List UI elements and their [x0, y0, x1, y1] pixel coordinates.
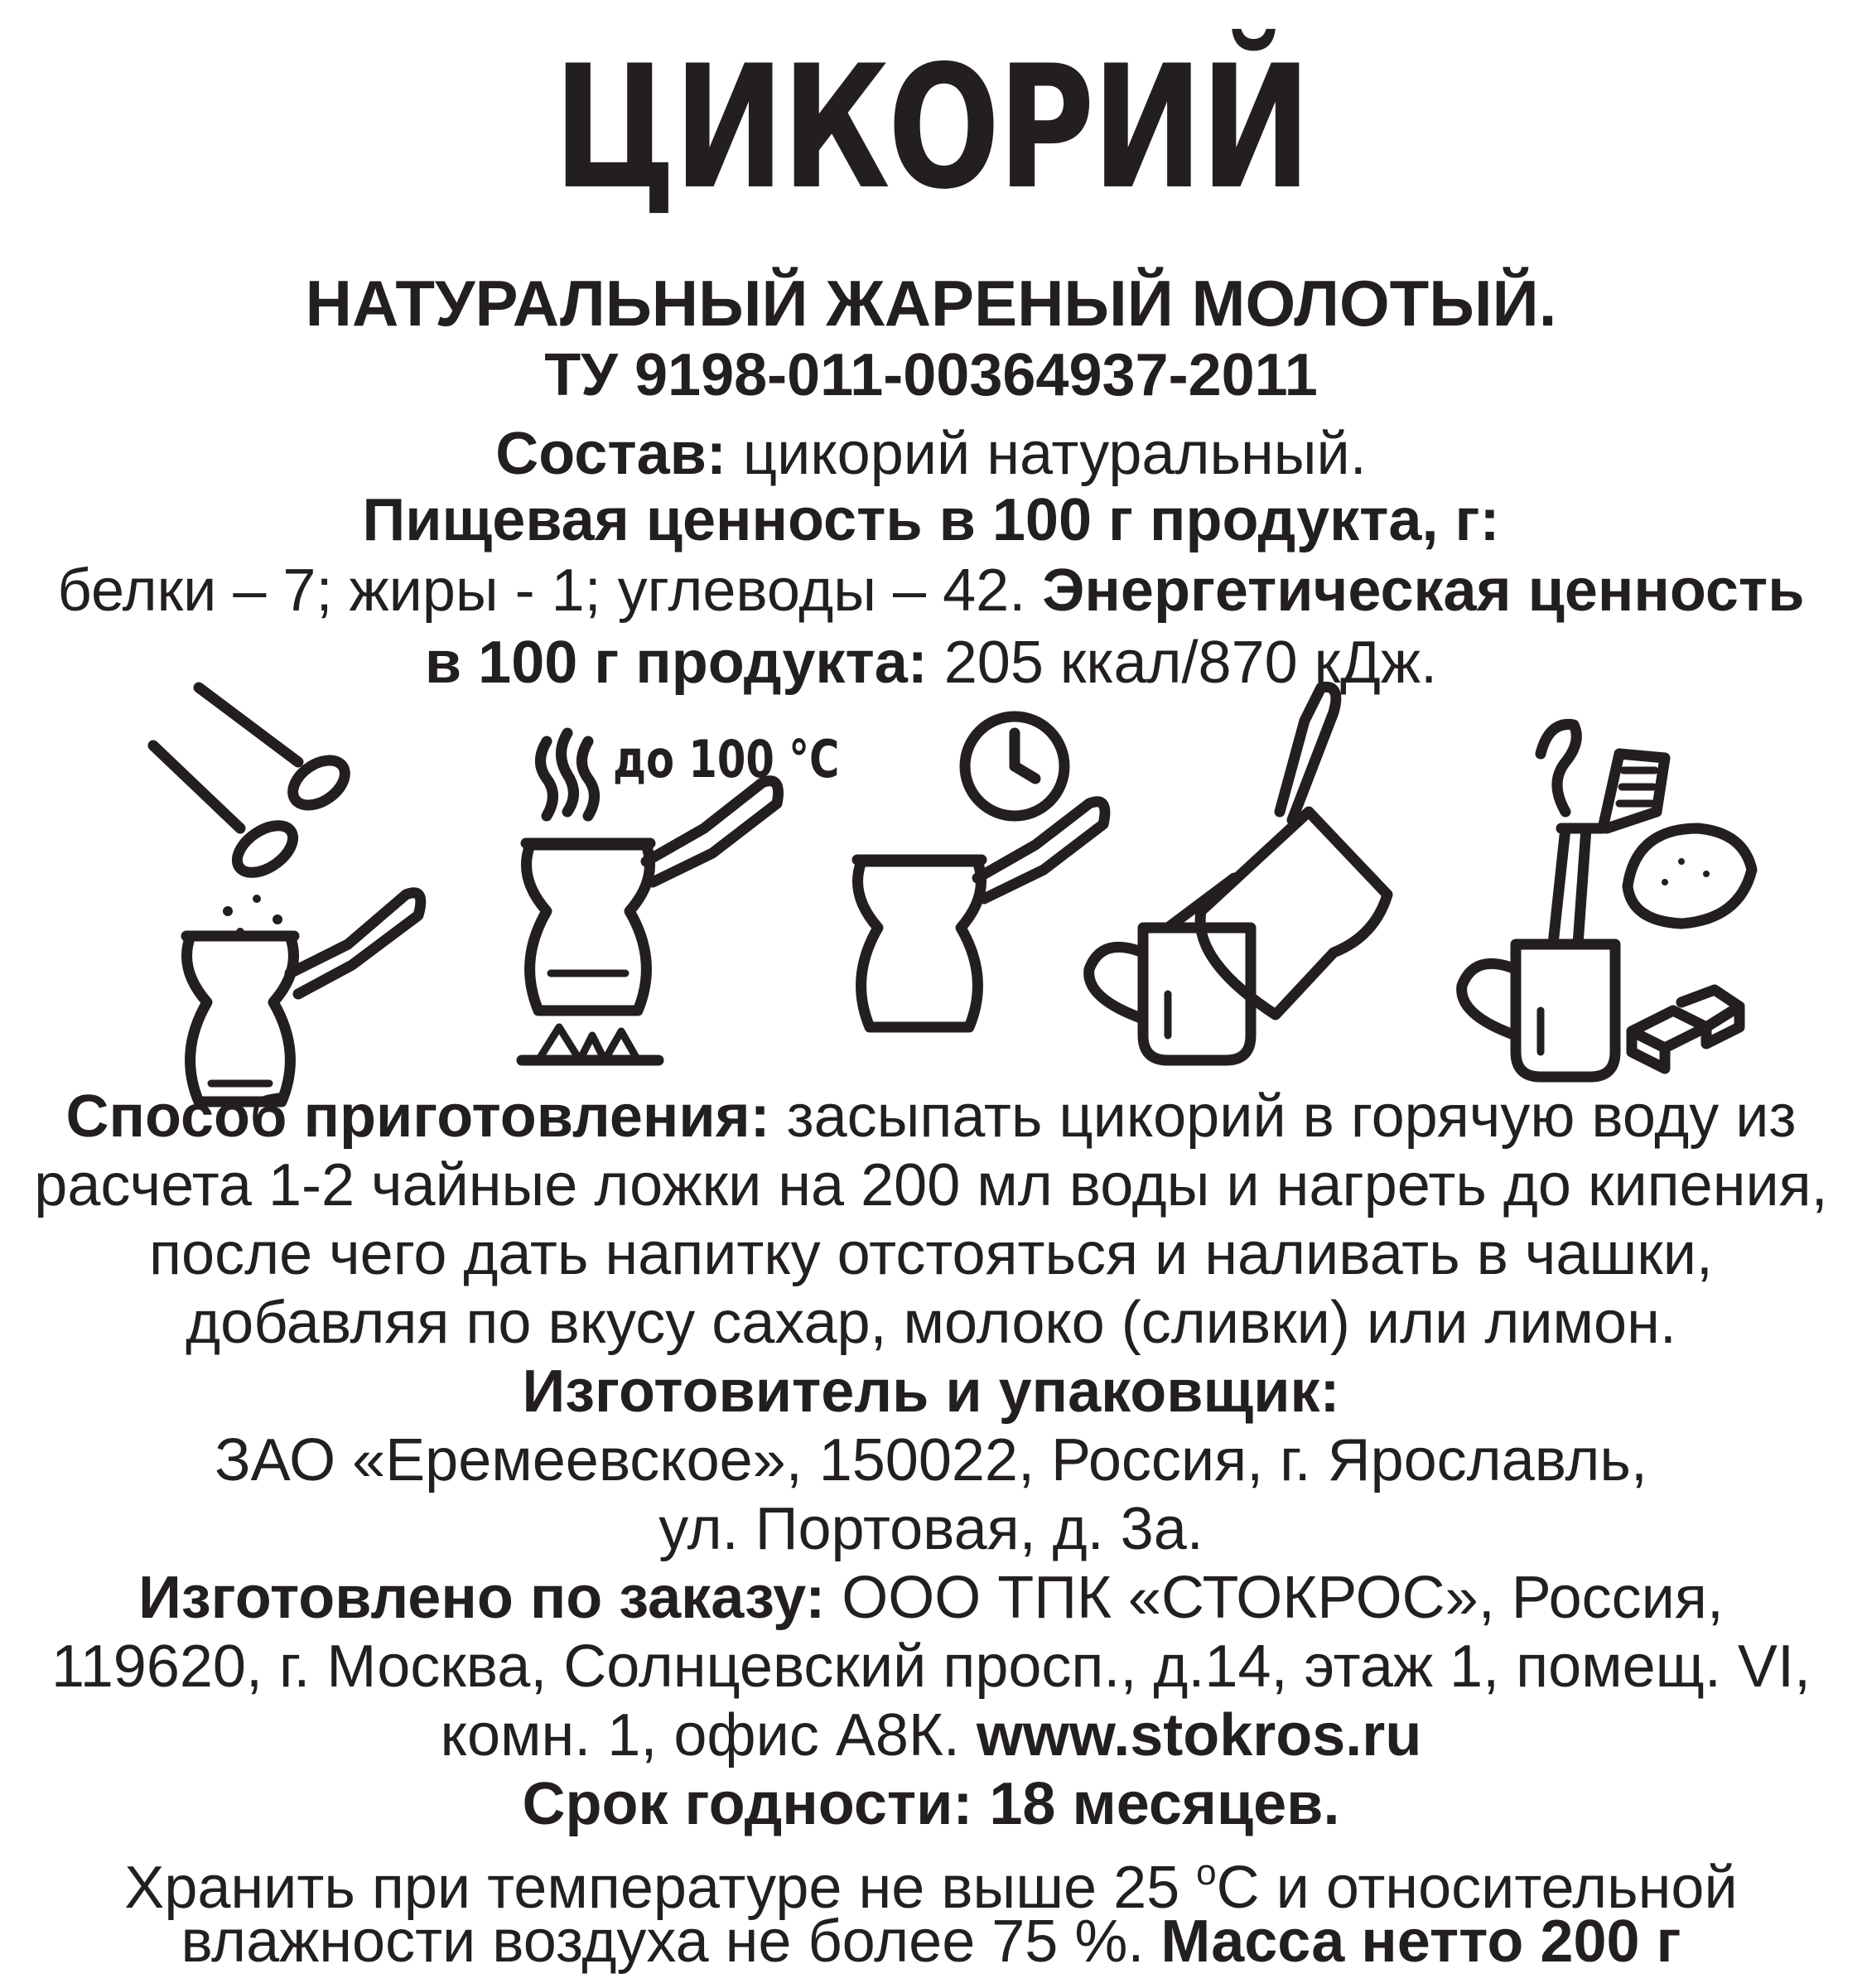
- preparation-line-2: расчета 1-2 чайные ложки на 200 мл воды и нагреть до кипения,: [34, 1152, 1828, 1218]
- product-title: ЦИКОРИЙ: [553, 30, 1309, 227]
- website-link[interactable]: www.stokros.ru: [976, 1702, 1422, 1768]
- storage-text-2: влажности воздуха не более 75 %.: [181, 1908, 1161, 1975]
- product-subtitle: НАТУРАЛЬНЫЙ ЖАРЕНЫЙ МОЛОТЫЙ.: [305, 267, 1557, 340]
- energy-label-continued: в 100 г продукта:: [424, 630, 928, 696]
- ordered-by-line-2: 119620, г. Москва, Солнцевский просп., д.14, этаж 1, помещ. VI,: [51, 1633, 1811, 1700]
- composition-value: цикорий натуральный.: [726, 421, 1367, 487]
- shelf-life-value: 18 месяцев.: [972, 1771, 1340, 1837]
- storage-text-1a: Хранить при температуре не выше 25: [124, 1855, 1197, 1921]
- nutrition-values: белки – 7; жиры - 1; углеводы – 42.: [57, 557, 1043, 624]
- nutrition-values-line: [0, 551, 1862, 630]
- preparation-label: Способ приготовления:: [65, 1083, 770, 1150]
- preparation-line-3: после чего дать напитку отстояться и наливать в чашки,: [149, 1221, 1713, 1287]
- energy-label: Энергетическая ценность: [1042, 557, 1805, 624]
- storage-text-1b: С и относительной: [1216, 1855, 1738, 1921]
- composition-label: Состав:: [495, 421, 726, 487]
- manufacturer-line-2: ул. Портовая, д. 3а.: [658, 1496, 1204, 1562]
- shelf-life-label: Срок годности:: [522, 1771, 973, 1837]
- temperature-label: до 100 °С: [613, 729, 840, 789]
- ordered-by-label: Изготовлено по заказу:: [138, 1565, 826, 1631]
- ordered-by-text-3: комн. 1, офис А8К.: [440, 1702, 977, 1768]
- ordered-by-line-3: [0, 1696, 1862, 1775]
- manufacturer-line-1: ЗАО «Еремеевское», 150022, Россия, г. Ярославль,: [215, 1427, 1647, 1493]
- ordered-by-text-1: ООО ТПК «СТОКРОС», Россия,: [825, 1565, 1724, 1631]
- standard-number: ТУ 9198-011-00364937-2011: [544, 342, 1318, 408]
- shelf-life-line: [0, 1764, 1862, 1844]
- degree-sign: о: [1196, 1852, 1217, 1893]
- net-weight: Масса нетто 200 г: [1160, 1908, 1681, 1975]
- energy-value: 205 ккал/870 кДж.: [927, 630, 1438, 696]
- storage-line-2: [0, 1902, 1862, 1981]
- preparation-line-1: [0, 1077, 1862, 1156]
- preparation-line-4: добавляя по вкусу сахар, молоко (сливки) или лимон.: [186, 1290, 1676, 1356]
- manufacturer-label: Изготовитель и упаковщик:: [522, 1358, 1340, 1425]
- pour-into-cup-icon: [1068, 688, 1416, 1069]
- preparation-illustrations: [0, 688, 1862, 1102]
- nutrition-heading: Пищевая ценность в 100 г продукта, г:: [362, 487, 1500, 553]
- cup-with-additions-icon: [1433, 704, 1764, 1085]
- spoons-into-cezve-icon: [141, 646, 456, 1002]
- preparation-text-1: засыпать цикорий в горячую воду из: [769, 1083, 1797, 1150]
- cezve-on-fire-icon: [514, 746, 795, 1093]
- ordered-by-line-1: [0, 1558, 1862, 1638]
